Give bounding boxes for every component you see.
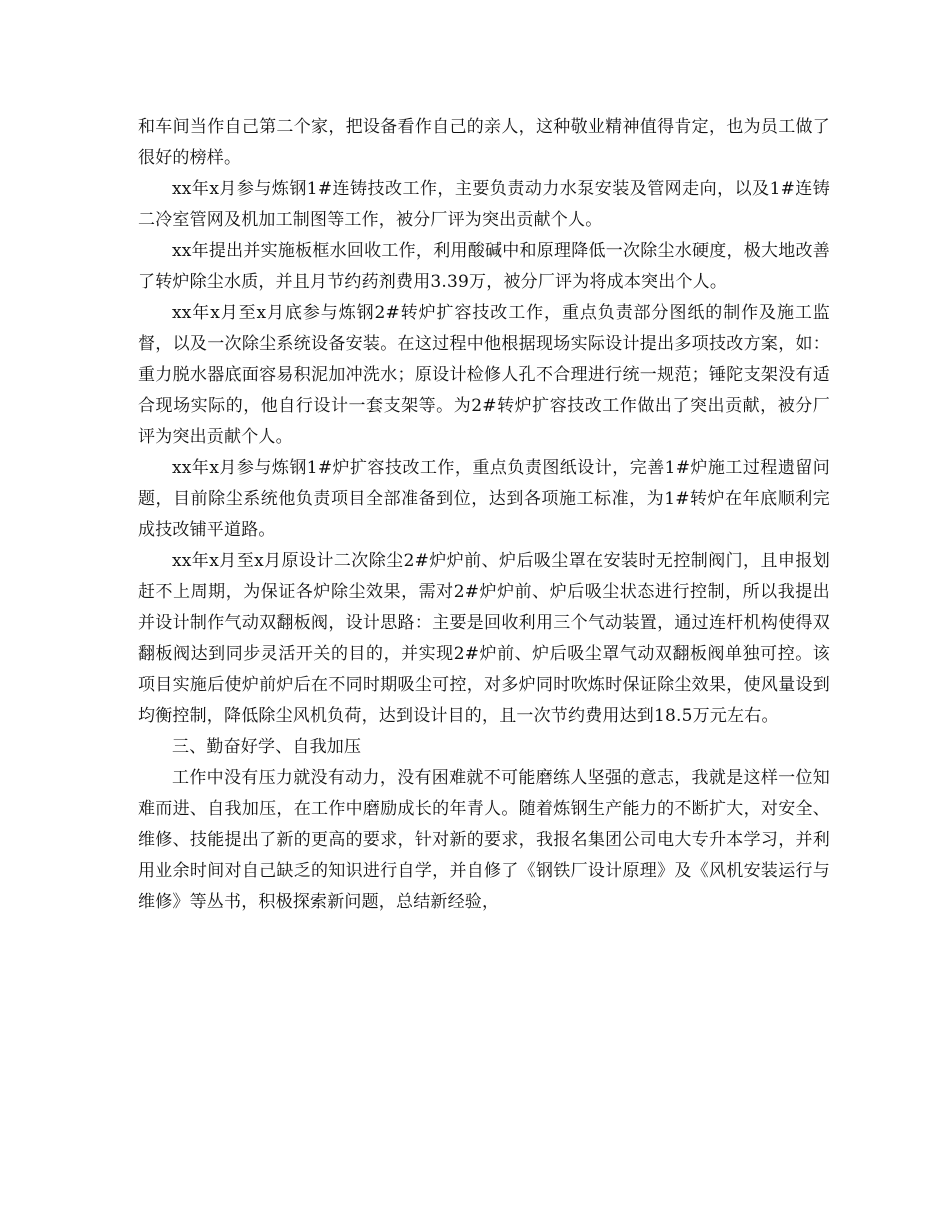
paragraph-water-recovery: xx年提出并实施板框水回收工作，利用酸碱中和原理降低一次除尘水硬度，极大地改善了转炉除尘水质，并且月节约药剂费用3.39万，被分厂评为将成本突出个人。	[138, 241, 830, 292]
paragraph-converter-1-expansion: xx年x月参与炼钢1#炉扩容技改工作，重点负责图纸设计，完善1#炉施工过程遗留问题，目前除尘系统他负责项目全部准备到位，达到各项施工标准，为1#转炉在年底顺利完成技改铺平道路。	[138, 458, 830, 540]
paragraph-converter-2-expansion: xx年x月至x月底参与炼钢2#转炉扩容技改工作，重点负责部分图纸的制作及施工监督，以及一次除尘系统设备安装。在这过程中他根据现场实际设计提出多项技改方案，如：重力脱水器底面容易积泥加冲洗水；原设计检修人孔不合理进行统一规范；锤陀支架没有适合现场实际的，他自行设计一套支架等。为2#转炉扩容技改工作做出了突出贡献，被分厂评为突出贡献个人。	[138, 303, 830, 447]
document-body	[138, 112, 830, 918]
paragraph-self-study: 工作中没有压力就没有动力，没有困难就不可能磨练人坚强的意志，我就是这样一位知难而进、自我加压，在工作中磨励成长的年青人。随着炼钢生产能力的不断扩大，对安全、维修、技能提出了新的更高的要求，针对新的要求，我报名集团公司电大专升本学习，并利用业余时间对自己缺乏的知识进行自学，并自修了《钢铁厂设计原理》及《风机安装运行与维修》等丛书，积极探索新问题，总结新经验，	[138, 768, 830, 912]
section-heading: 三、勤奋好学、自我加压	[172, 737, 362, 757]
paragraph-double-flap-valve: xx年x月至x月原设计二次除尘2#炉炉前、炉后吸尘罩在安装时无控制阀门，且申报划赶不上周期，为保证各炉除尘效果，需对2#炉炉前、炉后吸尘状态进行控制，所以我提出并设计制作气动双翻板阀，设计思路：主要是回收利用三个气动装置，通过连杆机构使得双翻板阀达到同步灵活开关的目的，并实现2#炉前、炉后吸尘罩气动双翻板阀单独可控。该项目实施后使炉前炉后在不同时期吸尘可控，对多炉同时吹炼时保证除尘效果，使风量设到均衡控制，降低除尘风机负荷，达到设计目的，且一次节约费用达到18.5万元左右。	[138, 551, 830, 726]
paragraph-continuous-casting: xx年x月参与炼钢1#连铸技改工作，主要负责动力水泵安装及管网走向，以及1#连铸二冷室管网及机加工制图等工作，被分厂评为突出贡献个人。	[138, 179, 830, 230]
paragraph-continuation: 和车间当作自己第二个家，把设备看作自己的亲人，这种敬业精神值得肯定，也为员工做了很好的榜样。	[138, 117, 830, 168]
